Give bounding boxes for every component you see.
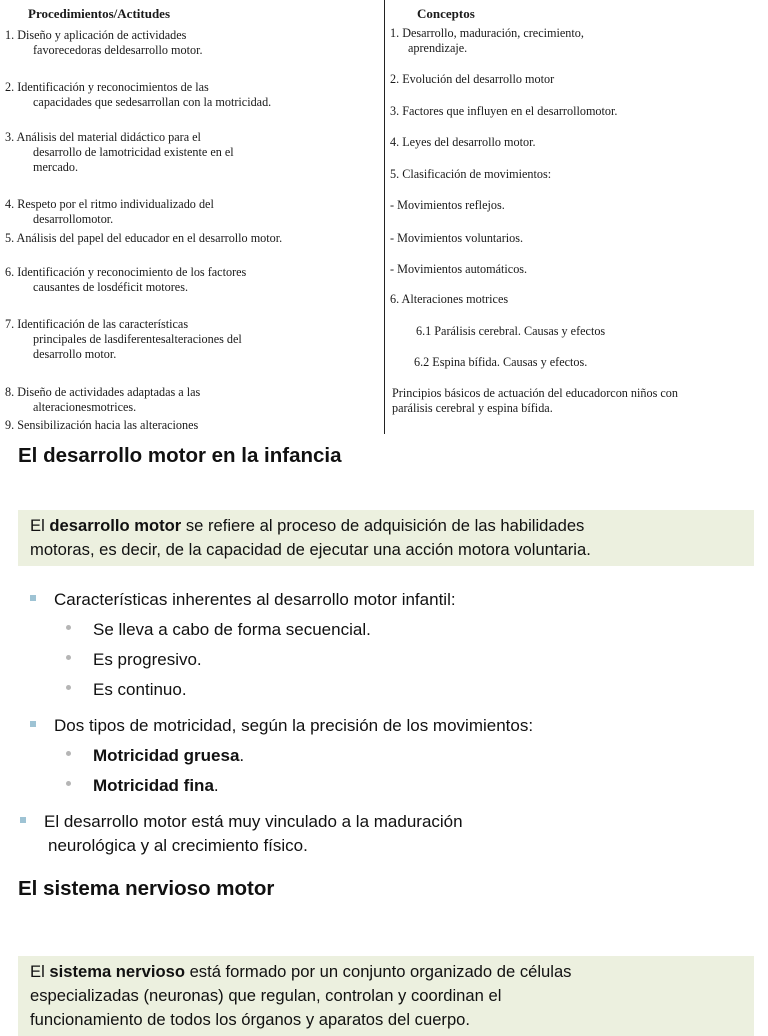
dot-bullet-icon [66, 781, 71, 786]
concept-item-text: 2. Evolución del desarrollo motor [390, 72, 555, 86]
slide-title: El sistema nervioso motor [18, 877, 275, 900]
concept-item-text: 4. Leyes del desarrollo motor. [390, 135, 536, 149]
concept-item [414, 355, 587, 370]
concept-item [390, 26, 584, 56]
curriculum-table [0, 0, 768, 434]
slide-title: El desarrollo motor en la infancia [18, 444, 342, 467]
bullet-neurological-cont: neurológica y al crecimiento físico. [48, 836, 308, 855]
left-column-header: Procedimientos/Actitudes [28, 6, 171, 21]
procedure-item-continuation: principales de lasdiferentesalteraciones del [33, 332, 242, 346]
procedure-item-continuation: capacidades que sedesarrollan con la motricidad. [33, 95, 272, 109]
procedure-item-text: Identificación y reconocimientos de las [17, 80, 209, 94]
procedure-item-text: Identificación y reconocimiento de los factores [17, 265, 247, 279]
square-bullet-icon [30, 595, 36, 601]
sub-bullet: Se lleva a cabo de forma secuencial. [66, 618, 371, 642]
definition-text-line2: motoras, es decir, de la capacidad de ejecutar una acción motora voluntaria. [30, 540, 591, 559]
concept-item [390, 135, 536, 150]
definition-text-line3: funcionamiento de todos los órganos y aparatos del cuerpo. [30, 1010, 471, 1029]
sub-bullet: Es progresivo. [66, 648, 202, 672]
slide-motor-development [0, 434, 768, 855]
dot-bullet-icon [66, 655, 71, 660]
square-bullet-icon [20, 817, 26, 823]
procedure-item [5, 231, 282, 246]
concept-item-text: - Movimientos automáticos. [390, 262, 528, 276]
procedure-item-text: Respeto por el ritmo individualizado del [17, 197, 214, 211]
procedure-item-number: 3. [5, 130, 15, 144]
concept-item-continuation: parálisis cerebral y espina bífida. [392, 401, 553, 415]
right-column-header: Conceptos [417, 6, 475, 21]
procedure-item [5, 385, 200, 415]
dot-bullet-icon [66, 685, 71, 690]
procedure-item-continuation: desarrollo motor. [33, 347, 117, 361]
procedure-item [5, 265, 246, 295]
procedure-item-continuation: causantes de losdéficit motores. [33, 280, 189, 294]
definition-text-line2: especializadas (neuronas) que regulan, controlan y coordinan el [30, 986, 502, 1005]
procedure-item-number: 8. [5, 385, 15, 399]
procedure-item [5, 317, 242, 362]
concept-item [390, 292, 508, 307]
definition-text: El sistema nervioso está formado por un conjunto organizado de células [30, 962, 572, 981]
concept-item [390, 104, 617, 119]
procedure-item-text: Sensibilización hacia las alteraciones [17, 418, 199, 432]
concept-item-text: 6.1 Parálisis cerebral. Causas y efectos [416, 324, 606, 338]
concept-item [390, 167, 551, 182]
concept-item-text: 5. Clasificación de movimientos: [390, 167, 552, 181]
concept-item [390, 72, 554, 87]
procedure-item [5, 197, 214, 227]
procedure-item-text: Análisis del material didáctico para el [16, 130, 201, 144]
dot-bullet-icon [66, 625, 71, 630]
concept-item-text: 6. Alteraciones motrices [390, 292, 509, 306]
concept-item-text: 3. Factores que influyen en el desarrollomotor. [390, 104, 618, 118]
procedure-item-continuation: mercado. [33, 160, 79, 174]
concept-item-continuation: aprendizaje. [408, 41, 468, 55]
concept-item-text: 6.2 Espina bífida. Causas y efectos. [414, 355, 588, 369]
procedure-item-number: 6. [5, 265, 15, 279]
definition-text: El desarrollo motor se refiere al proceso de adquisición de las habilidades [30, 516, 585, 535]
procedure-item-continuation: favorecedoras deldesarrollo motor. [33, 43, 203, 57]
slide-nervous-system [0, 868, 768, 1029]
concept-item [390, 198, 505, 213]
definition-box [18, 956, 754, 1036]
procedure-item [5, 80, 271, 110]
concept-item [392, 386, 678, 416]
procedure-item [5, 28, 203, 58]
procedure-item-text: Diseño de actividades adaptadas a las [17, 385, 201, 399]
dot-bullet-icon [66, 751, 71, 756]
concept-item-text: - Movimientos reflejos. [390, 198, 505, 212]
bullet-neurological: El desarrollo motor está muy vinculado a la maduración [20, 810, 463, 834]
procedure-item-number: 1. [5, 28, 15, 42]
column-divider [384, 0, 385, 434]
procedure-item-number: 7. [5, 317, 15, 331]
procedure-item-number: 4. [5, 197, 15, 211]
procedure-item-continuation: desarrollomotor. [33, 212, 114, 226]
concept-item [390, 231, 523, 246]
procedure-item-number: 9. [5, 418, 15, 432]
procedure-item-text: Identificación de las características [17, 317, 189, 331]
definition-box [18, 510, 754, 566]
concept-item-text: 1. Desarrollo, maduración, crecimiento, [390, 26, 584, 40]
sub-bullet: Motricidad gruesa. [66, 744, 244, 768]
concept-item [390, 262, 527, 277]
procedure-item-number: 5. [5, 231, 15, 245]
concept-item [416, 324, 605, 339]
procedure-item-continuation: alteracionesmotrices. [33, 400, 137, 414]
square-bullet-icon [30, 721, 36, 727]
bullet-motricity-types: Dos tipos de motricidad, según la precisión de los movimientos: [30, 714, 533, 738]
sub-bullet: Motricidad fina. [66, 774, 219, 798]
procedure-item [5, 418, 198, 433]
procedure-item-text: Análisis del papel del educador en el desarrollo motor. [16, 231, 283, 245]
procedure-item-number: 2. [5, 80, 15, 94]
concept-item-text: Principios básicos de actuación del educadorcon niños con [392, 386, 678, 400]
bullet-characteristics: Características inherentes al desarrollo motor infantil: [30, 588, 456, 612]
sub-bullet: Es continuo. [66, 678, 187, 702]
procedure-item [5, 130, 234, 175]
procedure-item-text: Diseño y aplicación de actividades [17, 28, 187, 42]
concept-item-text: - Movimientos voluntarios. [390, 231, 524, 245]
procedure-item-continuation: desarrollo de lamotricidad existente en el [33, 145, 234, 159]
